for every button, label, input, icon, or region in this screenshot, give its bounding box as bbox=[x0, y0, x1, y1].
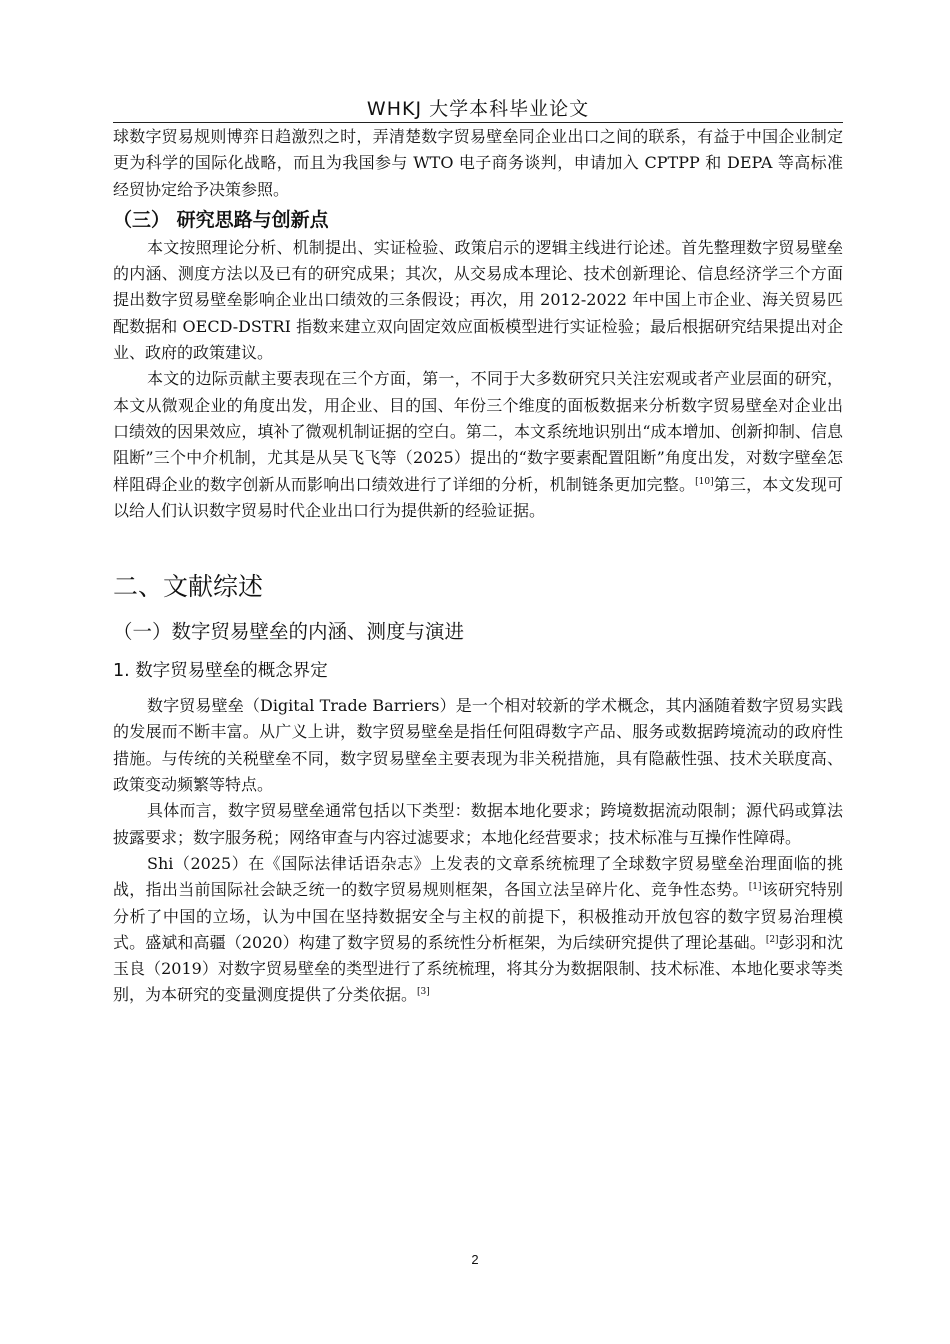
chapter-heading-literature-review: 二、文献综述 bbox=[113, 572, 264, 602]
concept-p3-part3: 彭羽和沈玉良（2019）对数字贸易壁垒的类型进行了系统梳理，将其分为数据限制、技术标准、本地化要求等类别，为本研究的变量测度提供了分类依据。 bbox=[113, 932, 843, 1005]
page-content bbox=[113, 124, 843, 1009]
contribution-text-part2: 第三，本文发现可以给人们认识数字贸易时代企业出口行为提供新的经验证据。 bbox=[113, 474, 843, 520]
citation-ref-3: [3] bbox=[417, 987, 430, 998]
contribution-paragraph bbox=[113, 366, 843, 524]
subsection-heading-concept-definition: 1. 数字贸易壁垒的概念界定 bbox=[113, 661, 328, 682]
concept-paragraph-1: 数字贸易壁垒（Digital Trade Barriers）是一个相对较新的学术概念，其内涵随着数字贸易实践的发展而不断丰富。从广义上讲，数字贸易壁垒是指任何阻碍数字产品、服务或数据跨境流动的政府性措施。与传统的关税壁垒不同，数字贸易壁垒主要表现为非关税措施，具有隐蔽性强、技术关联度高、政策变动频繁等特点。 bbox=[113, 696, 843, 795]
page-header: WHKJ 大学本科毕业论文 bbox=[366, 98, 590, 120]
page-number: 2 bbox=[471, 1252, 479, 1267]
citation-ref-10: [10] bbox=[695, 476, 714, 487]
concept-paragraph-3 bbox=[113, 851, 843, 1009]
concept-paragraph-2: 具体而言，数字贸易壁垒通常包括以下类型：数据本地化要求；跨境数据流动限制；源代码或算法披露要求；数字服务税；网络审查与内容过滤要求；本地化经营要求；技术标准与互操作性障碍。 bbox=[113, 801, 843, 847]
contribution-text-part1: 本文的边际贡献主要表现在三个方面，第一，不同于大多数研究只关注宏观或者产业层面的研究，本文从微观企业的角度出发，用企业、目的国、年份三个维度的面板数据来分析数字贸易壁垒对企业出口绩效的因果效应，填补了微观机制证据的空白。第二，本文系统地识别出“成本增加、创新抑制、信息阻断”三个中介机制，尤其是从吴飞飞等（2025）提出的“数字要素配置阻断”角度出发，对数字壁垒怎样阻碍企业的数字创新从而影响出口绩效进行了详细的分析，机制链条更加完整。 bbox=[113, 369, 843, 494]
header-rule bbox=[113, 122, 843, 123]
citation-ref-1: [1] bbox=[748, 882, 762, 893]
citation-ref-2: [2] bbox=[765, 934, 779, 945]
section-heading-research-approach: （三） 研究思路与创新点 bbox=[113, 208, 329, 231]
concept-p3-part2: 该研究特别分析了中国的立场，认为中国在坚持数据安全与主权的前提下，积极推动开放包容的数字贸易治理模式。盛斌和高疆（2020）构建了数字贸易的系统性分析框架，为后续研究提供了理论基础。 bbox=[113, 880, 843, 952]
research-approach-paragraph: 本文按照理论分析、机制提出、实证检验、政策启示的逻辑主线进行论述。首先整理数字贸易壁垒的内涵、测度方法以及已有的研究成果；其次，从交易成本理论、技术创新理论、信息经济学三个方面提出数字贸易壁垒影响企业出口绩效的三条假设；再次，用 2012-2022 年中国上市企业、海关贸易匹配数据和 OECD-DSTRI 指数来建立双向固定效应面板模型进行实证检验；最后根据研究结果提出对企业、政府的政策建议。 bbox=[113, 237, 843, 363]
intro-paragraph: 球数字贸易规则博弈日趋激烈之时，弄清楚数字贸易壁垒同企业出口之间的联系，有益于中国企业制定更为科学的国际化战略，而且为我国参与 WTO 电子商务谈判，申请加入 CPTPP 和 DEPA 等高标准经贸协定给予决策参照。 bbox=[113, 127, 843, 199]
concept-p3-part1: Shi（2025）在《国际法律话语杂志》上发表的文章系统梳理了全球数字贸易壁垒治理面临的挑战，指出当前国际社会缺乏统一的数字贸易规则框架，各国立法呈碎片化、竞争性态势。 bbox=[113, 853, 843, 900]
section-heading-digital-trade-barriers: （一）数字贸易壁垒的内涵、测度与演进 bbox=[113, 620, 465, 644]
